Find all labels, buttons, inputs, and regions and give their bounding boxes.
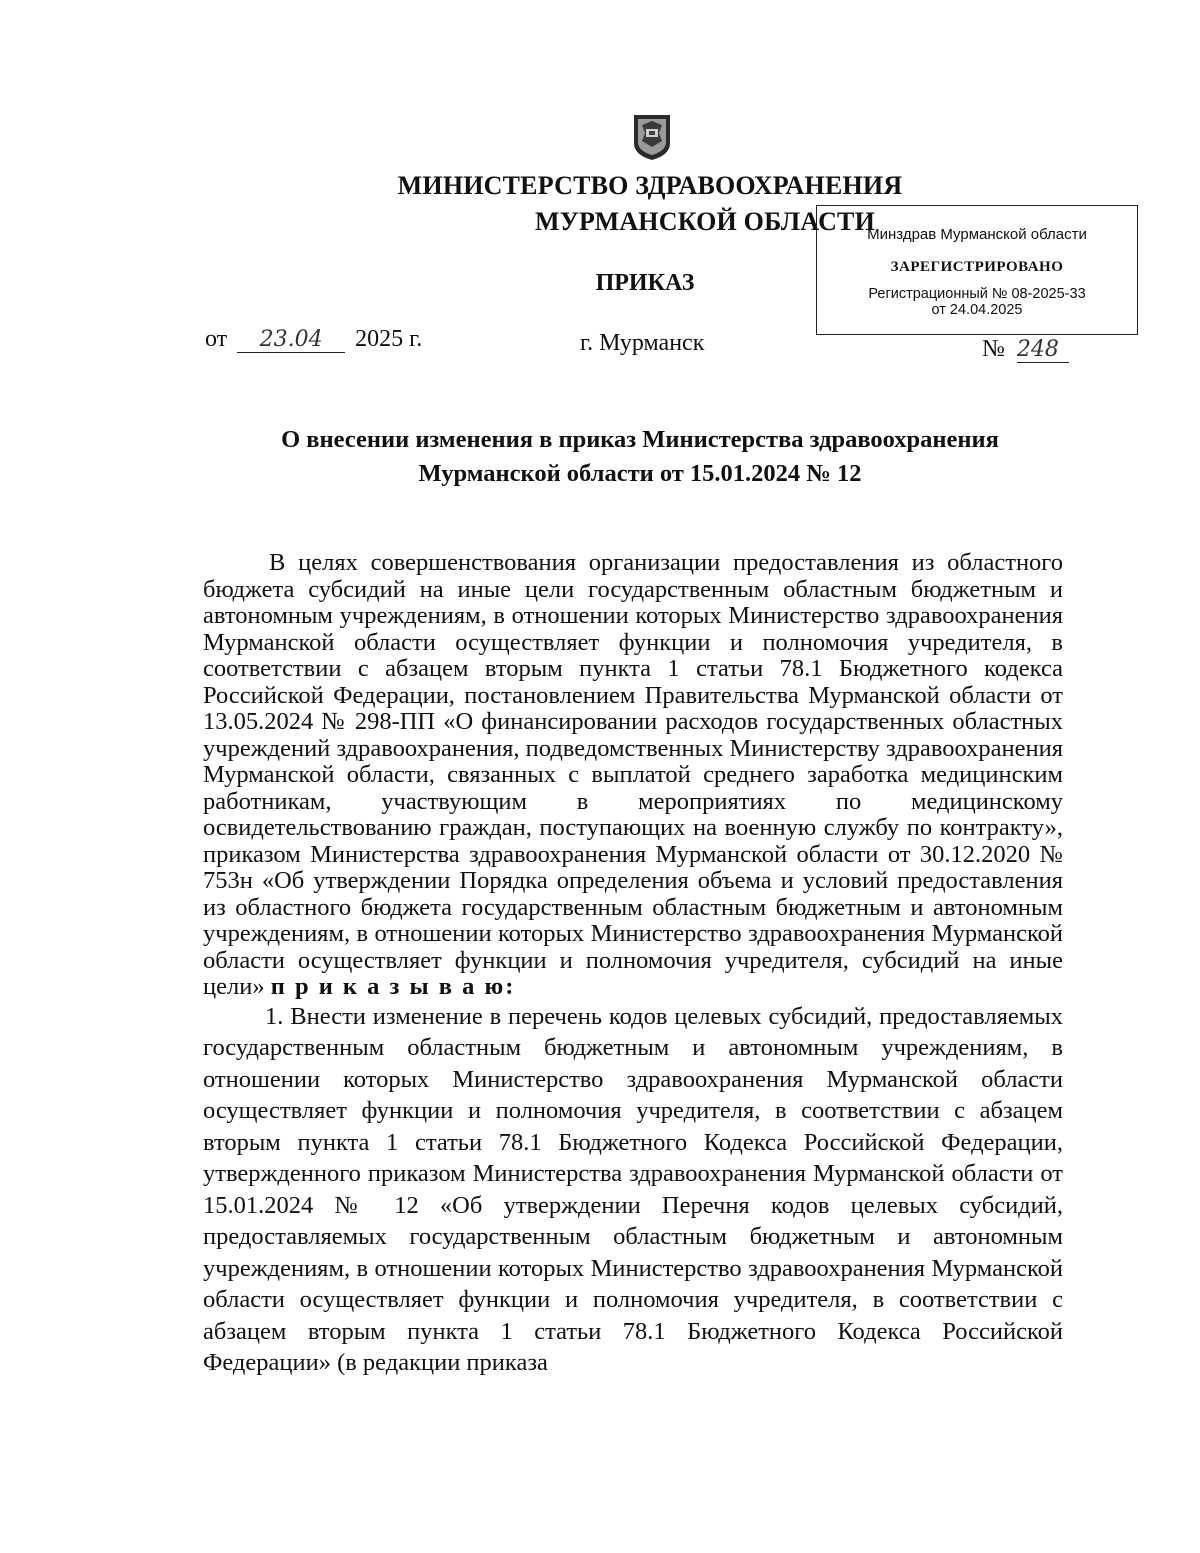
ministry-line-1: МИНИСТЕРСТВО ЗДРАВООХРАНЕНИЯ (397, 171, 903, 200)
coat-of-arms-icon (632, 113, 672, 161)
document-city: г. Мурманск (580, 330, 705, 356)
preamble-text: В целях совершенствования организации предоставления из областного бюджета субсидий на иные цели государственным областным бюджетным и автономным учреждениям, в отношении которых Министерство здравоохранения Мурманской области осуществляет функции и полномочия учредителя, в соответствии с абзацем вторым пункта 1 статьи 78.1 Бюджетного кодекса Российской Федерации, постановлением Правительства Мурманской области от 13.05.2024 № 298-ПП «О финансировании расходов государственных областных учреждений здравоохранения, подведомственных Министерству здравоохранения Мурманской области, связанных с выплатой среднего заработка медицинским работникам, участвующим в мероприятиях по медицинскому освидетельствованию граждан, поступающих на военную службу по контракту», приказом Министерства здравоохранения Мурманской области от 30.12.2020 № 753н «Об утверждении Порядка определения объема и условий предоставления из областного бюджета государственным областным бюджетным и автономным учреждениям, в отношении которых Министерство здравоохранения Мурманской области осуществляет функции и полномочия учредителя, субсидий на иные цели» (203, 549, 1063, 1000)
preamble-paragraph (203, 550, 1063, 1001)
number-prefix: № (982, 336, 1005, 362)
document-date (205, 326, 422, 353)
document-title (200, 423, 1080, 491)
date-prefix: от (205, 326, 228, 352)
stamp-reg-date: от 24.04.2025 (931, 302, 1023, 318)
title-line-1: О внесении изменения в приказ Министерства здравоохранения (281, 426, 999, 453)
stamp-org: Минздрав Мурманской области (867, 226, 1087, 243)
document-body (203, 550, 1063, 1379)
item-1-paragraph: 1. Внести изменение в перечень кодов целевых субсидий, предоставляемых государственным областным бюджетным и автономным учреждениям, в отношении которых Министерство здравоохранения Мурманской области осуществляет функции и полномочия учредителя, в соответствии с абзацем вторым пункта 1 статьи 78.1 Бюджетного Кодекса Российской Федерации, утвержденного приказом Министерства здравоохранения Мурманской области от 15.01.2024 № 12 «Об утверждении Перечня кодов целевых субсидий, предоставляемых государственным областным бюджетным и автономным учреждениям, в отношении которых Министерство здравоохранения Мурманской области осуществляет функции и полномочия учредителя, в соответствии с абзацем вторым пункта 1 статьи 78.1 Бюджетного Кодекса Российской Федерации» (в редакции приказа (203, 1002, 1063, 1376)
number-handwritten: 248 (1017, 337, 1069, 363)
date-suffix: 2025 г. (355, 326, 423, 352)
title-line-2: Мурманской области от 15.01.2024 № 12 (418, 460, 862, 487)
stamp-status: ЗАРЕГИСТРИРОВАНО (890, 259, 1064, 275)
document-type: ПРИКАЗ (595, 270, 695, 296)
ministry-line-2: МУРМАНСКОЙ ОБЛАСТИ (534, 207, 876, 236)
stamp-reg-number: Регистрационный № 08-2025-33 (868, 286, 1086, 302)
document-number (982, 336, 1069, 363)
date-handwritten: 23.04 (237, 327, 345, 353)
command-word: п р и к а з ы в а ю: (270, 973, 516, 1000)
registration-stamp (816, 205, 1138, 335)
